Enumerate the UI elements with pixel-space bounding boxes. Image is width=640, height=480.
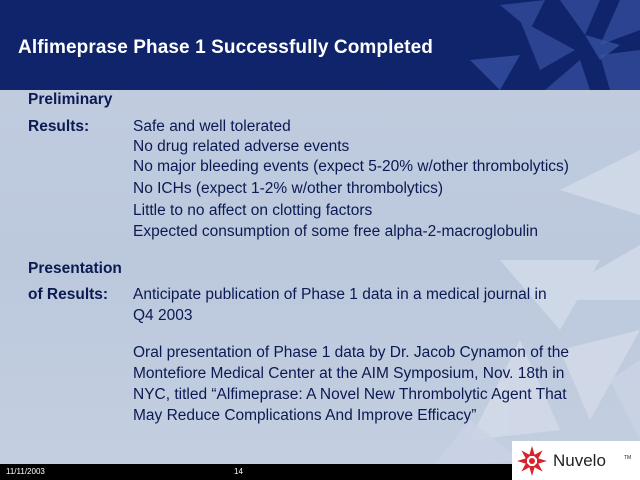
bullet-line: Expected consumption of some free alpha-2-macroglobulin bbox=[133, 223, 538, 240]
nuvelo-logo-icon bbox=[516, 445, 548, 477]
bullet-line: Oral presentation of Phase 1 data by Dr. Jacob Cynamon of the bbox=[133, 344, 569, 361]
section-label-presentation: Presentation bbox=[28, 260, 122, 277]
bullet-line: No ICHs (expect 1-2% w/other thrombolytics) bbox=[133, 180, 444, 197]
bullet-line: Q4 2003 bbox=[133, 307, 193, 324]
bullet-line: Safe and well tolerated bbox=[133, 118, 291, 135]
bullet-line: Little to no affect on clotting factors bbox=[133, 202, 373, 219]
bullet-line: Anticipate publication of Phase 1 data in a medical journal in bbox=[133, 286, 547, 303]
page-number: 14 bbox=[234, 467, 243, 476]
bullet-line: Montefiore Medical Center at the AIM Symposium, Nov. 18th in bbox=[133, 365, 565, 382]
logo-wordmark: Nuvelo bbox=[553, 451, 606, 470]
section-label-results: Results: bbox=[28, 118, 90, 135]
slide-title: Alfimeprase Phase 1 Successfully Completed bbox=[18, 37, 433, 58]
bullet-line: NYC, titled “Alfimeprase: A Novel New Thrombolytic Agent That bbox=[133, 386, 567, 403]
footer-date: 11/11/2003 bbox=[6, 467, 45, 476]
bullet-line: May Reduce Complications And Improve Efficacy” bbox=[133, 407, 477, 424]
section-label-preliminary: Preliminary bbox=[28, 91, 113, 108]
bullet-line: No drug related adverse events bbox=[133, 138, 350, 155]
section-label-of-results: of Results: bbox=[28, 286, 109, 303]
bullet-line: No major bleeding events (expect 5-20% w/other thrombolytics) bbox=[133, 158, 569, 175]
trademark-symbol: TM bbox=[624, 455, 632, 461]
